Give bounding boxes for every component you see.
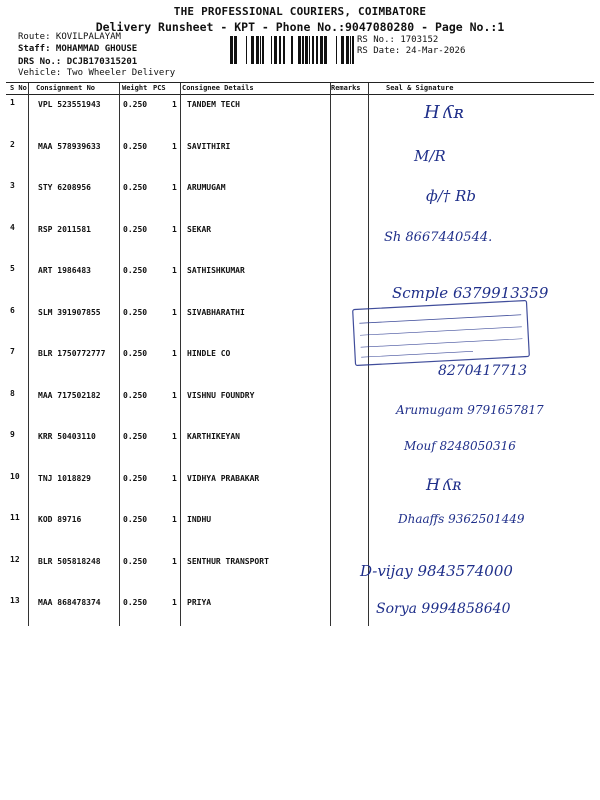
barcode-bar [346, 36, 349, 64]
barcode-bar [352, 36, 354, 64]
barcode-bar [298, 36, 301, 64]
row-weight: 0.250 [123, 556, 148, 566]
drs-number: DRS No.: DCJB170315201 [18, 57, 138, 67]
col-divider [28, 83, 29, 626]
row-consignee: HINDLE CO [187, 349, 231, 358]
row-sno: 2 [10, 139, 15, 149]
row-consignee: VISHNU FOUNDRY [187, 390, 255, 400]
col-sno-header: S No [10, 84, 27, 92]
row-pcs: 1 [172, 141, 177, 151]
col-pcs-header: PCS [153, 84, 166, 92]
row-consignment-no: MAA 717502182 [38, 390, 101, 400]
row-consignment-no: KOD 89716 [38, 515, 82, 524]
row-pcs: 1 [172, 266, 177, 275]
handwritten-signature: D-vijay 9843574000 [360, 562, 513, 580]
barcode-bar [312, 36, 314, 64]
row-sno: 10 [10, 471, 20, 481]
handwritten-signature: Arumugam 9791657817 [396, 403, 544, 417]
row-sno: 4 [10, 222, 15, 232]
runsheet-title: Delivery Runsheet - KPT - Phone No.:9047080280 - Page No.:1 [95, 20, 505, 34]
barcode-bar [324, 36, 327, 64]
row-consignment-no: MAA 578939633 [38, 141, 101, 151]
barcode-bar [291, 36, 293, 64]
col-divider [119, 83, 120, 626]
row-consignee: SEKAR [187, 224, 212, 234]
barcode-bar [302, 36, 304, 64]
barcode-bar [262, 36, 264, 64]
rs-date: RS Date: 24-Mar-2026 [357, 46, 466, 56]
barcode-bar [320, 36, 323, 64]
vehicle-label: Vehicle: Two Wheeler Delivery [18, 68, 176, 78]
row-consignment-no: TNJ 1018829 [38, 473, 91, 483]
barcode-bar [350, 36, 351, 64]
staff-label: Staff: MOHAMMAD GHOUSE [18, 44, 138, 54]
row-pcs: 1 [172, 432, 177, 441]
row-weight: 0.250 [123, 432, 148, 441]
handwritten-signature: H ʎʀ [426, 475, 462, 494]
row-consignment-no: BLR 505818248 [38, 556, 101, 566]
row-sno: 6 [10, 305, 15, 315]
row-weight: 0.250 [123, 390, 148, 400]
row-sno: 7 [10, 347, 15, 356]
row-pcs: 1 [172, 183, 177, 192]
row-consignee: SENTHUR TRANSPORT [187, 556, 269, 566]
handwritten-signature: Sorya 9994858640 [376, 601, 511, 617]
barcode-bar [251, 36, 254, 64]
row-pcs: 1 [172, 556, 177, 566]
row-sno: 9 [10, 430, 15, 439]
row-consignment-no: ART 1986483 [38, 266, 91, 275]
handwritten-signature: M/R [414, 147, 446, 165]
row-consignee: KARTHIKEYAN [187, 432, 240, 441]
row-pcs: 1 [172, 349, 177, 358]
row-pcs: 1 [172, 100, 177, 109]
row-weight: 0.250 [123, 224, 148, 234]
col-seal-header: Seal & Signature [386, 84, 454, 92]
row-consignee: INDHU [187, 515, 212, 524]
row-weight: 0.250 [123, 266, 148, 275]
row-sno: 12 [10, 554, 20, 564]
row-consignment-no: RSP 2011581 [38, 224, 91, 234]
handwritten-signature: Mouf 8248050316 [404, 439, 516, 453]
handwritten-signature: ф/† Rb [426, 187, 476, 205]
route-label: Route: KOVILPALAYAM [18, 32, 121, 42]
row-consignment-no: SLM 391907855 [38, 307, 101, 317]
row-consignee: ARUMUGAM [187, 183, 226, 192]
col-consignee-header: Consignee Details [182, 84, 254, 92]
row-consignment-no: BLR 1750772777 [38, 349, 106, 358]
row-sno: 1 [10, 98, 15, 107]
handwritten-signature: 8270417713 [438, 363, 528, 379]
barcode-image [230, 36, 354, 64]
row-weight: 0.250 [123, 141, 148, 151]
col-divider [180, 83, 181, 626]
row-consignee: SAVITHIRI [187, 141, 231, 151]
barcode-bar [256, 36, 259, 64]
handwritten-signature: Sh 8667440544. [384, 230, 493, 245]
barcode-bar [279, 36, 281, 64]
row-pcs: 1 [172, 473, 177, 483]
row-pcs: 1 [172, 598, 177, 607]
row-pcs: 1 [172, 515, 177, 524]
handwritten-signature: Dhaaffs 9362501449 [398, 512, 525, 526]
row-pcs: 1 [172, 390, 177, 400]
col-consignment-header: Consignment No [36, 84, 96, 92]
row-consignee: SIVABHARATHI [187, 307, 245, 317]
barcode-bar [309, 36, 310, 64]
barcode-bar [336, 36, 337, 64]
barcode-bar [316, 36, 318, 64]
row-pcs: 1 [172, 307, 177, 317]
header-rule [6, 94, 594, 95]
row-consignment-no: STY 6208956 [38, 183, 91, 192]
row-consignee: VIDHYA PRABAKAR [187, 473, 260, 483]
barcode-bar [271, 36, 272, 64]
row-consignee: PRIYA [187, 598, 212, 607]
row-consignment-no: VPL 523551943 [38, 100, 101, 109]
barcode-bar [230, 36, 233, 64]
row-weight: 0.250 [123, 349, 148, 358]
barcode-bar [234, 36, 237, 64]
handwritten-signature: Scmple 6379913359 [392, 284, 549, 302]
handwritten-signature: H ʎʀ [424, 102, 464, 123]
row-pcs: 1 [172, 224, 177, 234]
row-weight: 0.250 [123, 473, 148, 483]
company-stamp [351, 298, 532, 367]
row-weight: 0.250 [123, 183, 148, 192]
barcode-bar [341, 36, 344, 64]
row-weight: 0.250 [123, 100, 148, 109]
row-sno: 13 [10, 596, 20, 605]
barcode-bar [274, 36, 277, 64]
barcode-bar [283, 36, 285, 64]
rs-number: RS No.: 1703152 [357, 35, 439, 45]
row-weight: 0.250 [123, 515, 148, 524]
company-title: THE PROFESSIONAL COURIERS, COIMBATORE [173, 5, 427, 18]
row-weight: 0.250 [123, 598, 148, 607]
barcode-bar [246, 36, 247, 64]
row-consignee: TANDEM TECH [187, 100, 240, 109]
row-sno: 5 [10, 264, 15, 273]
row-sno: 11 [10, 513, 20, 522]
row-sno: 3 [10, 181, 15, 190]
col-divider [330, 83, 331, 626]
row-sno: 8 [10, 388, 15, 398]
row-consignment-no: MAA 868478374 [38, 598, 101, 607]
row-consignee: SATHISHKUMAR [187, 266, 245, 275]
col-weight-header: Weight [122, 84, 148, 92]
row-weight: 0.250 [123, 307, 148, 317]
col-remarks-header: Remarks [331, 84, 361, 92]
row-consignment-no: KRR 50403110 [38, 432, 96, 441]
barcode-bar [260, 36, 261, 64]
barcode-bar [305, 36, 308, 64]
